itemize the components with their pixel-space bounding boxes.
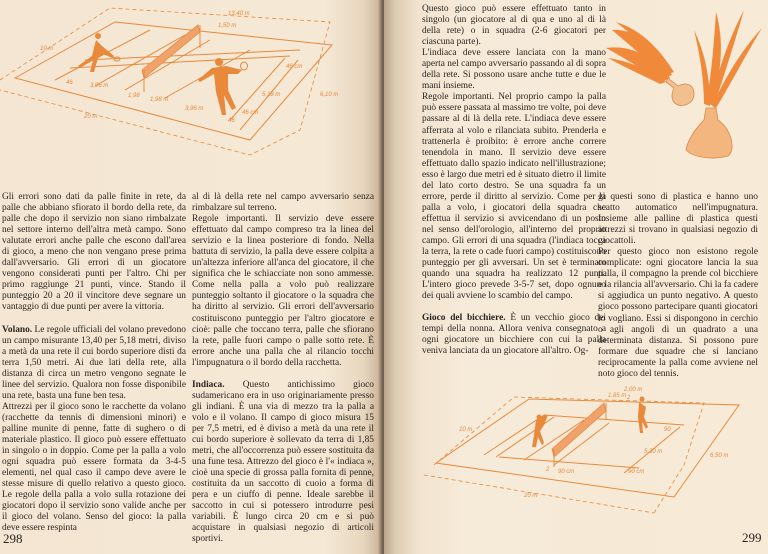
paragraph: Regole importanti. Nel proprio campo la palla può essere passata al massimo tre volte, poi deve passare al di là della rete. L'indiaca deve essere afferrata al volo e rilanciata subito. Prenderla e trattenerla è proibito: è errore anche correre tenendola in mano. Il servizio deve essere effettuato dallo spazio indicato nell'illustrazione; esso è largo due metri ed è situato dietro il limite del lato corto destro. Se una squadra fa un errore, perde il diritto al servizio. Come per la palla a volo, i giocatori della squadra che effettua il servizio si avvicendano di un posto nel senso dell'orologio, all'interno del proprio campo. Gli errori di una squadra (l'indiaca tocca la terra, la rete o cade fuori campo) costituiscono punteggio per gli avversari. Un set è terminato quando una squadra ha realizzato 12 punti. L'intero gioco prevede 3-5-7 set, dopo ognuno dei quali avviene lo scambio del campo. [422,92,606,302]
label-46-b: 46 [228,118,235,124]
label-90cm-b: 90 cm [628,469,645,475]
label-185m: 1,85 m [608,393,627,399]
section-heading-bicchiere: Gioco del bicchiere. [422,313,506,324]
left-column-2 [192,192,374,545]
label-90: 90 [664,427,671,433]
indiaca-feathered-balls-illustration [594,0,764,180]
page-number-left: 298 [3,531,23,546]
label-200m: 2,00 m [624,387,643,393]
paragraph: Gli errori sono dati da palle finite in rete, da palle che abbiano sfiorato il bordo della rete, da palle che dopo il servizio non siano rimbalzate nel settore interno dell'altra metà campo. Sono valutate errori anche palle che escono dall'area di gioco, a meno che non vengano prese prima dall'avversario. Gli errori di un giocatore vengono considerati punti per l'altro. Chi per primo raggiunge 21 punti, vince. Stando il punteggio 20 a 20 il vincitore deve segnare un vantaggio di due punti per avere la vittoria. [2,192,186,313]
left-column-1 [2,192,186,534]
label-610m: 6,10 m [320,92,339,98]
paragraph: Regole importanti. Il servizio deve essere effettuato dal campo compreso tra la linea del servizio e la linea posteriore di fondo. Nella battuta di servizio, la palla deve essere colpita a un'altezza inferiore all'anca del giocatore, il che significa che le schiacciate non sono ammesse. Come nella palla a volo può realizzare punteggio soltanto il giocatore o la squadra che ha diritto al servizio. Gli errori dell'avversario costituiscono punteggio per l'altro giocatore e cioè: palle che toccano terra, palle che sfiorano la rete, palle fuori campo o palle sotto rete. È errore anche una palla che al rilancio tocchi l'impugnatura o il bordo della racchetta. [192,214,374,368]
label-2-a: 2 [627,395,631,401]
paragraph-indiaca [192,380,374,546]
label-46cm: 46 cm [286,64,303,70]
label-198m: 1,98 m [150,97,169,103]
label-width: 13,40 m [228,11,250,17]
label-396m-b: 3,96 m [185,106,204,112]
page-number-right: 299 [742,530,762,545]
label-650m: 6,50 m [710,453,729,459]
player-right-icon [198,58,248,115]
paragraph-text: Questo antichissimo gioco sudamericano era in uso originariamente presso gli indiani. È una via di mezzo tra la palla a volo e il volano. Il campo di gioco misura 15 per 7,5 metri, ed è diviso a metà da una rete il cui bordo superiore è sollevato da terra di 1,85 metri, che all'occorrenza può essere sostituita da una fune tesa. Attrezzo del gioco è l'« indiaca », cioè una specie di grossa palla fornita di penne, costituita da un saccotto di cuoio a forma di pera e un ciuffo di penne. Ideale sarebbe il saccotto in cui si potessero introdurre pesi variabili. È lungo circa 20 cm e si può acquistare in qualsiasi negozio di articoli sportivi. [192,379,374,545]
right-column-2 [598,192,758,380]
label-198-a: 1,98 [128,93,140,99]
label-46cm-b: 46 cm [242,110,259,116]
label-518m: 5,18 m [262,92,281,98]
label-90cm-a: 90 cm [558,469,575,475]
volano-court-diagram [0,0,382,180]
right-column-1 [422,4,606,357]
paragraph: Attrezzi per il gioco sono le racchette da volano (racchette da tennis di dimensioni minori) e palline munite di penne, fatte di sughero o di materiale plastico. Il gioco può essere effettuato in singolo o in doppio. Come per la palla a volo ogni squadra può essere formata da 3-4-5 elementi, nel qual caso il campo deve avere le stesse misure di quello relativo a questo gioco. Le regole della palla a volo sulla rotazione dei giocatori dopo il servizio sono valide anche per il gioco del volano. Senso del gioco: la palla deve essere respinta [2,401,186,534]
section-heading-volano: Volano. [2,324,33,335]
left-page [0,0,382,554]
section-heading-indiaca: Indiaca. [192,379,225,390]
paragraph-text: Le regole ufficiali del volano prevedono un campo misurante 13,40 per 5,18 metri, diviso a metà da una rete il cui bordo superiore disti da terra 1,50 metri. Ai due lati della rete, alla distanza di circa un metro vengono segnate le linee del servizio. Qualora non fosse disponibile una rete, basta una fune ben tesa. [2,324,186,401]
label-20m: 20 m [524,493,538,499]
paragraph-text: È un vecchio gioco dei tempi della nonna. Allora veniva consegnato a ogni giocatore un bicchiere con cui la palla veniva lanciata da un giocatore all'altro. Og- [422,313,607,357]
paragraph-volano [2,325,186,402]
paragraph-bicchiere [422,313,606,357]
label-10m: 10 m [40,46,54,52]
paragraph: L'indiaca deve essere lanciata con la mano aperta nel campo avversario passando al di sopra della rete. Si possono usare anche tutte e due le mani insieme. [422,48,606,92]
indiaca-court-diagram [384,385,768,535]
label-396m-a: 3,96 m [90,83,109,89]
label-2-b: 2 [546,467,550,473]
label-530m: 5,30 m [644,449,663,455]
paragraph: Questo gioco può essere effettuato tanto in singolo (un giocatore al di qua e uno al di là della rete) o in squadra (2-6 giocatori per ciascuna parte). [422,4,606,48]
right-page [384,0,768,554]
label-46-a: 46 [66,80,73,86]
paragraph: gi questi sono di plastica e hanno uno scatto automatico nell'impugnatura. Insieme alle palline di plastica questi attrezzi si trovano in qualsiasi negozio di giocattoli. [598,192,758,247]
paragraph: Per questo gioco non esistono regole complicate: ogni giocatore lancia la sua palla, il compagno la prende col bicchiere e la rilancia all'avversario. Chi la fa cadere si aggiudica un punto negativo. A questo gioco possono partecipare quanti giocatori lo vogliano. Essi si dispongono in cerchio o agli angoli di un quadrato a una determinata distanza. Si possono pure formare due squadre che si lanciano reciprocamente la palla come avviene nel noto gioco del tennis. [598,247,758,379]
paragraph: al di là della rete nel campo avversario senza rimbalzare sul terreno. [192,192,374,214]
label-net-height: 1,50 m [218,23,237,29]
label-10m: 10 m [459,427,473,433]
label-20m: 20 m [84,114,98,120]
